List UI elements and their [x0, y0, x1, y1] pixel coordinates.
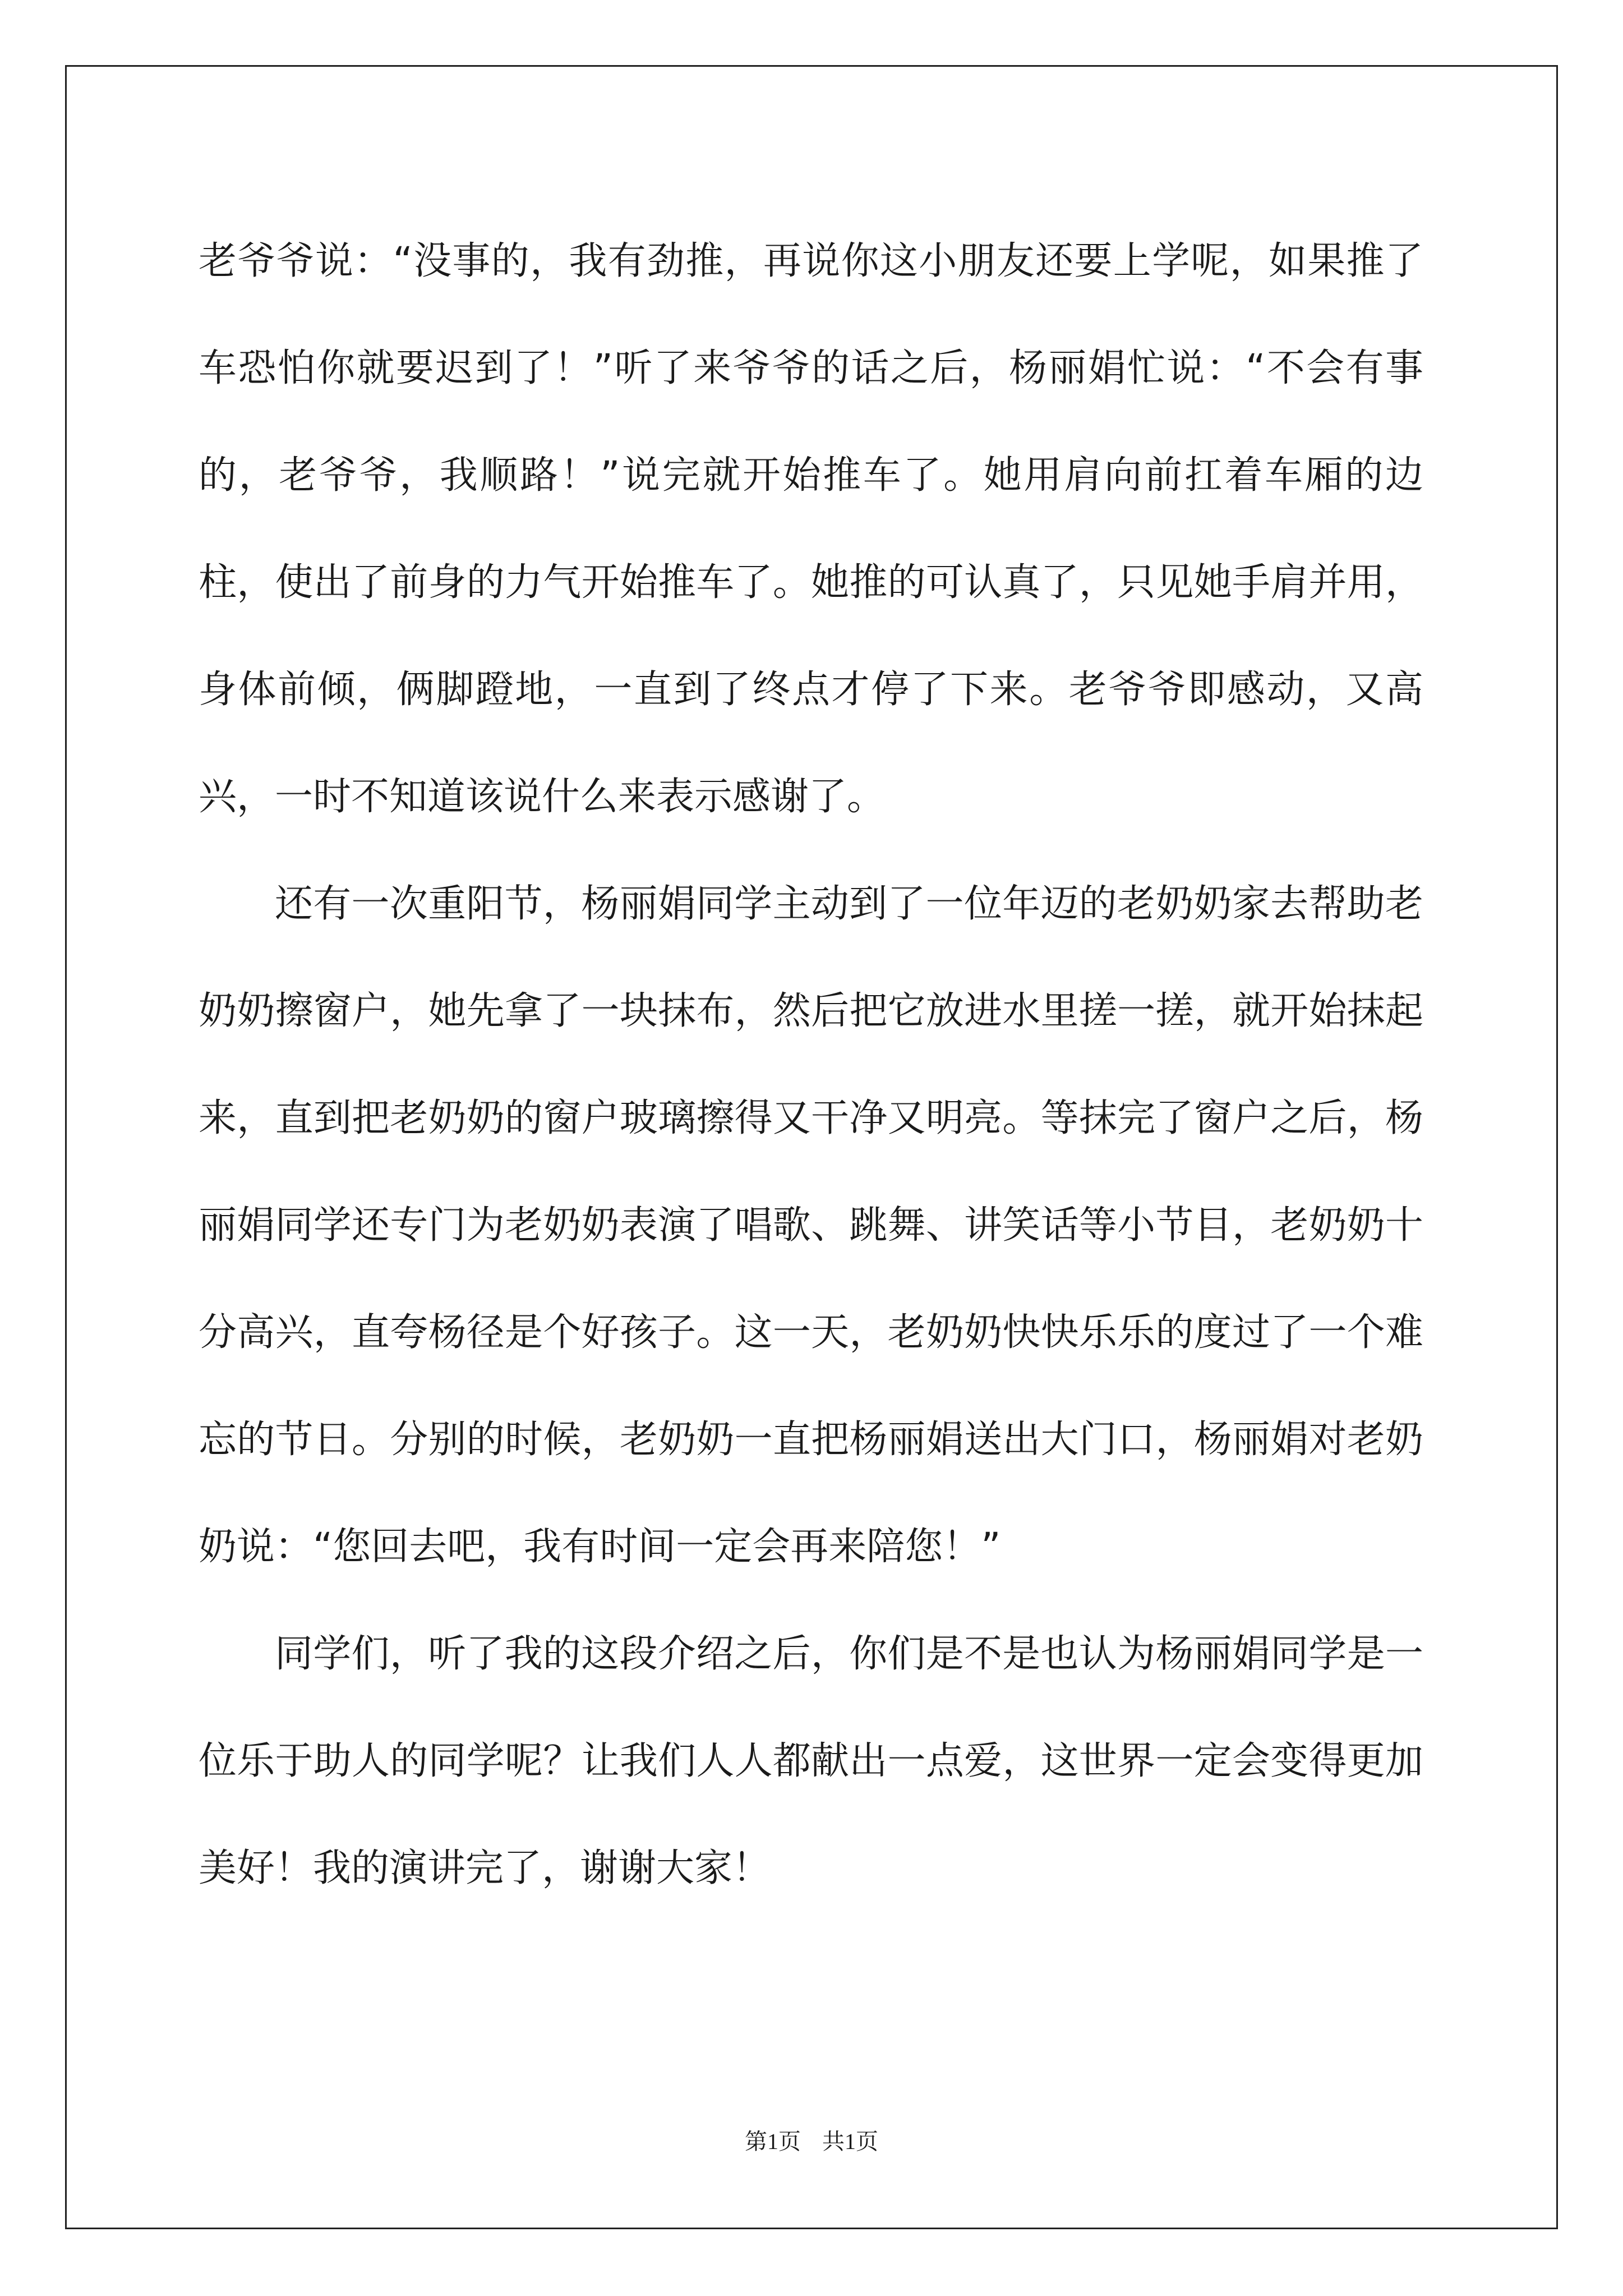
paragraph: 还有一次重阳节，杨丽娟同学主动到了一位年迈的老奶奶家去帮助老奶奶擦窗户，她先拿了一块抹布，然后把它放进水里搓一搓，就开始抹起来，直到把老奶奶的窗户玻璃擦得又干净又明亮。等抹完了窗户之后，杨丽娟同学还专门为老奶奶表演了唱歌、跳舞、讲笑话等小节目，老奶奶十分高兴，直夸杨径是个好孩子。这一天，老奶奶快快乐乐的度过了一个难忘的节日。分别的时候，老奶奶一直把杨丽娟送出大门口，杨丽娟对老奶奶说：“您回去吧，我有时间一定会再来陪您！” — [199, 882, 1423, 1569]
page-number: 第1页 — [745, 2129, 801, 2154]
paragraph: 同学们，听了我的这段介绍之后，你们是不是也认为杨丽娟同学是一位乐于助人的同学呢？让我们人人都献出一点爱，这世界一定会变得更加美好！我的演讲完了，谢谢大家！ — [199, 1632, 1423, 1890]
document-body — [199, 208, 1423, 1922]
page-footer — [0, 2124, 1623, 2156]
page-count: 共1页 — [822, 2129, 878, 2154]
paragraph: 老爷爷说：“没事的，我有劲推，再说你这小朋友还要上学呢，如果推了车恐怕你就要迟到了！”听了来爷爷的话之后，杨丽娟忙说：“不会有事的，老爷爷，我顺路！”说完就开始推车了。她用肩向前扛着车厢的边柱，使出了前身的力气开始推车了。她推的可认真了，只见她手肩并用，身体前倾，俩脚蹬地，一直到了终点才停了下来。老爷爷即感动，又高兴，一时不知道该说什么来表示感谢了。 — [199, 239, 1423, 819]
